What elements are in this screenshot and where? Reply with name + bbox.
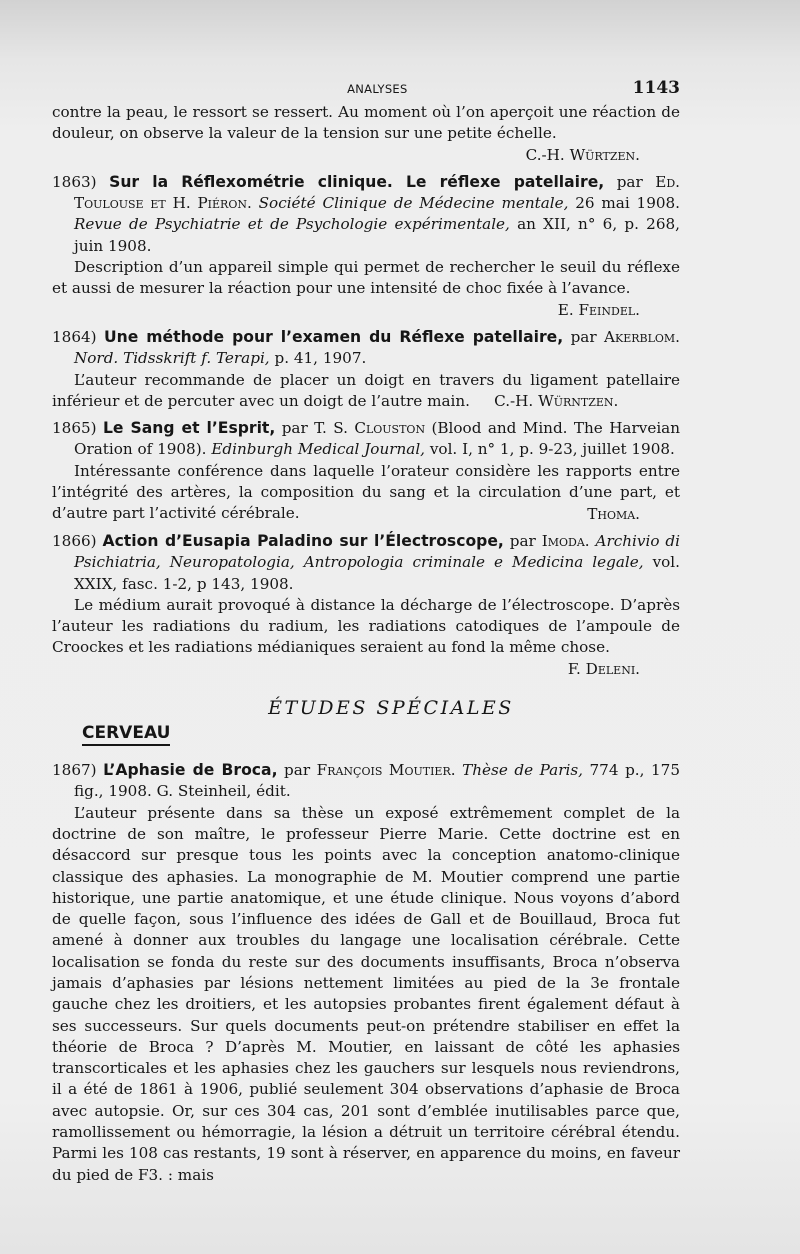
entry-details: 774 p., 175 fig., 1908. G. Steinheil, édit.: [74, 761, 680, 801]
running-header: [52, 78, 680, 102]
entry-details: (Blood and Mind. The Harveian Oration of 1908).: [74, 419, 681, 459]
entry-1863-body: Description d’un appareil simple qui permet de rechercher le seuil du réflexe et aussi de mesurer la réaction pour une intensité de choc fixée à l’avance.: [52, 258, 680, 298]
entry-authors: François Moutier.: [316, 761, 456, 780]
running-title: ANALYSES: [347, 82, 408, 96]
entry-1863-signature: E. Feindel.: [557, 300, 640, 319]
entry-title: Action d’Eusapia Paladino sur l’Électroscope,: [102, 531, 504, 550]
par-text: par T. S.: [275, 419, 355, 438]
intro-signature: C.-H. Würtzen.: [525, 145, 640, 164]
entry-details: an XII, n° 6, p. 268, juin 1908.: [74, 215, 681, 255]
entry-journal: Archivio di Psichiatria, Neuropatologia, Antropologia criminale e Medicina legale,: [74, 531, 680, 572]
entry-1866: [52, 531, 680, 680]
entry-authors: Imoda.: [541, 531, 590, 550]
entry-body-text: L’auteur recommande de placer un doigt en travers du ligament patellaire inférieur et de percuter avec un doigt de l’autre main.: [52, 370, 680, 410]
entry-details: p. 41, 1907.: [269, 349, 367, 368]
entry-title: L’Aphasie de Broca,: [103, 761, 278, 780]
entry-1865-citation: [52, 418, 680, 461]
entry-number: 1863): [52, 172, 97, 191]
section-header: [52, 698, 680, 754]
entry-title: Une méthode pour l’examen du Réflexe patellaire,: [103, 327, 564, 346]
par-text: par: [563, 327, 605, 346]
entry-details-2: vol. I, n° 1, p. 9-23, juillet 1908.: [425, 440, 675, 459]
entry-1866-citation: [52, 531, 680, 595]
entry-1864-body: [52, 370, 680, 413]
entry-1865-body: Intéressante conférence dans laquelle l’orateur considère les rapports entre l’intégrité des artères, la composition du sang et la circulation d’une part, et d’autre part l’activité cérébrale.: [52, 461, 680, 523]
intro-paragraph: contre la peau, le ressort se ressert. Au moment où l’on aperçoit une réaction de douleur, on observe la valeur de la tension sur une petite échelle.: [52, 103, 680, 143]
entry-authors: Ed. Toulouse et H. Piéron: [74, 172, 680, 213]
entry-date: 26 mai 1908.: [568, 194, 681, 213]
entry-number: 1866): [52, 531, 97, 550]
entry-1863-citation: [52, 172, 680, 257]
entry-number: 1864): [52, 327, 97, 346]
entry-1865-signature: Thoma.: [587, 504, 640, 523]
entry-journal: Edinburgh Medical Journal,: [211, 440, 426, 459]
section-category: CERVEAU: [82, 723, 170, 746]
entry-1864: [52, 327, 680, 412]
par-text: par: [277, 761, 317, 780]
entry-journal: Thèse de Paris,: [455, 761, 583, 780]
entry-authors: Akerblom.: [604, 327, 681, 346]
entry-number: 1865): [52, 419, 97, 438]
page-number: 1143: [632, 78, 680, 98]
separator: .: [246, 194, 259, 213]
entry-number: 1867): [52, 761, 97, 780]
entry-1863: [52, 172, 680, 321]
entry-1867: [52, 760, 680, 1186]
entry-title: Sur la Réflexométrie clinique. Le réflexe patellaire,: [109, 172, 605, 191]
text-column: [52, 78, 680, 1186]
entry-details: vol. XXIX, fasc. 1-2, p 143, 1908.: [74, 553, 680, 593]
entry-journal: Revue de Psychiatrie et de Psychologie expérimentale,: [74, 215, 510, 234]
entry-1866-body: Le médium aurait provoqué à distance la décharge de l’électroscope. D’après l’auteur les radiations du radium, les radiations catodiques de l’ampoule de Croockes et les radiations médianiques seraient au fond la même chose.: [52, 595, 680, 657]
entry-1864-citation: [52, 327, 680, 370]
par-text: par: [604, 172, 656, 191]
par-text: par: [503, 531, 542, 550]
entry-journal: Nord. Tidsskrift f. Terapi,: [74, 349, 270, 368]
entry-1866-signature: F. Deleni.: [567, 659, 640, 678]
entry-title: Le Sang et l’Esprit,: [102, 419, 276, 438]
section-title: ÉTUDES SPÉCIALES: [268, 697, 514, 720]
entry-authors: Clouston: [354, 419, 426, 438]
entry-1867-body: L’auteur présente dans sa thèse un exposé extrêmement complet de la doctrine de son maître, le professeur Pierre Marie. Cette doctrine est en désaccord sur presque tous les points avec la conception anatomo-clinique classique des aphasies. La monographie de M. Moutier comprend une partie historique, une partie anatomique, et une étude clinique. Nous voyons d’abord de quelle façon, sous l’influence des idées de Gall et de Bouillaud, Broca fut amené à donner aux troubles du langage une localisation cérébrale. Cette localisation se fonda du reste sur des documents insuffisants, Broca n’observa jamais d’aphasies par lésions nettement limitées au pied de la 3e frontale gauche chez les droitiers, et les autopsies probantes firent également défaut à ses successeurs. Sur quels documents peut-on prétendre stabiliser en effet la théorie de Broca ? D’après M. Moutier, en laissant de côté les aphasies transcorticales et les aphasies chez les gauchers sur lesquels nous reviendrons, il a été de 1861 à 1906, publié seulement 304 observations d’aphasie de Broca avec autopsie. Or, sur ces 304 cas, 201 sont d’emblée inutilisables parce que, ramollissement ou hémorragie, la lésion a détruit un territoire cérébral étendu. Parmi les 108 cas restants, 19 sont à réserver, en apparence du moins, en faveur du pied de F3. : mais: [52, 803, 680, 1184]
entry-1867-citation: [52, 760, 680, 803]
entry-1865: [52, 418, 680, 525]
entry-1864-signature: C.-H. Würntzen.: [494, 391, 619, 410]
entry-source: Société Clinique de Médecine mentale,: [258, 194, 569, 213]
